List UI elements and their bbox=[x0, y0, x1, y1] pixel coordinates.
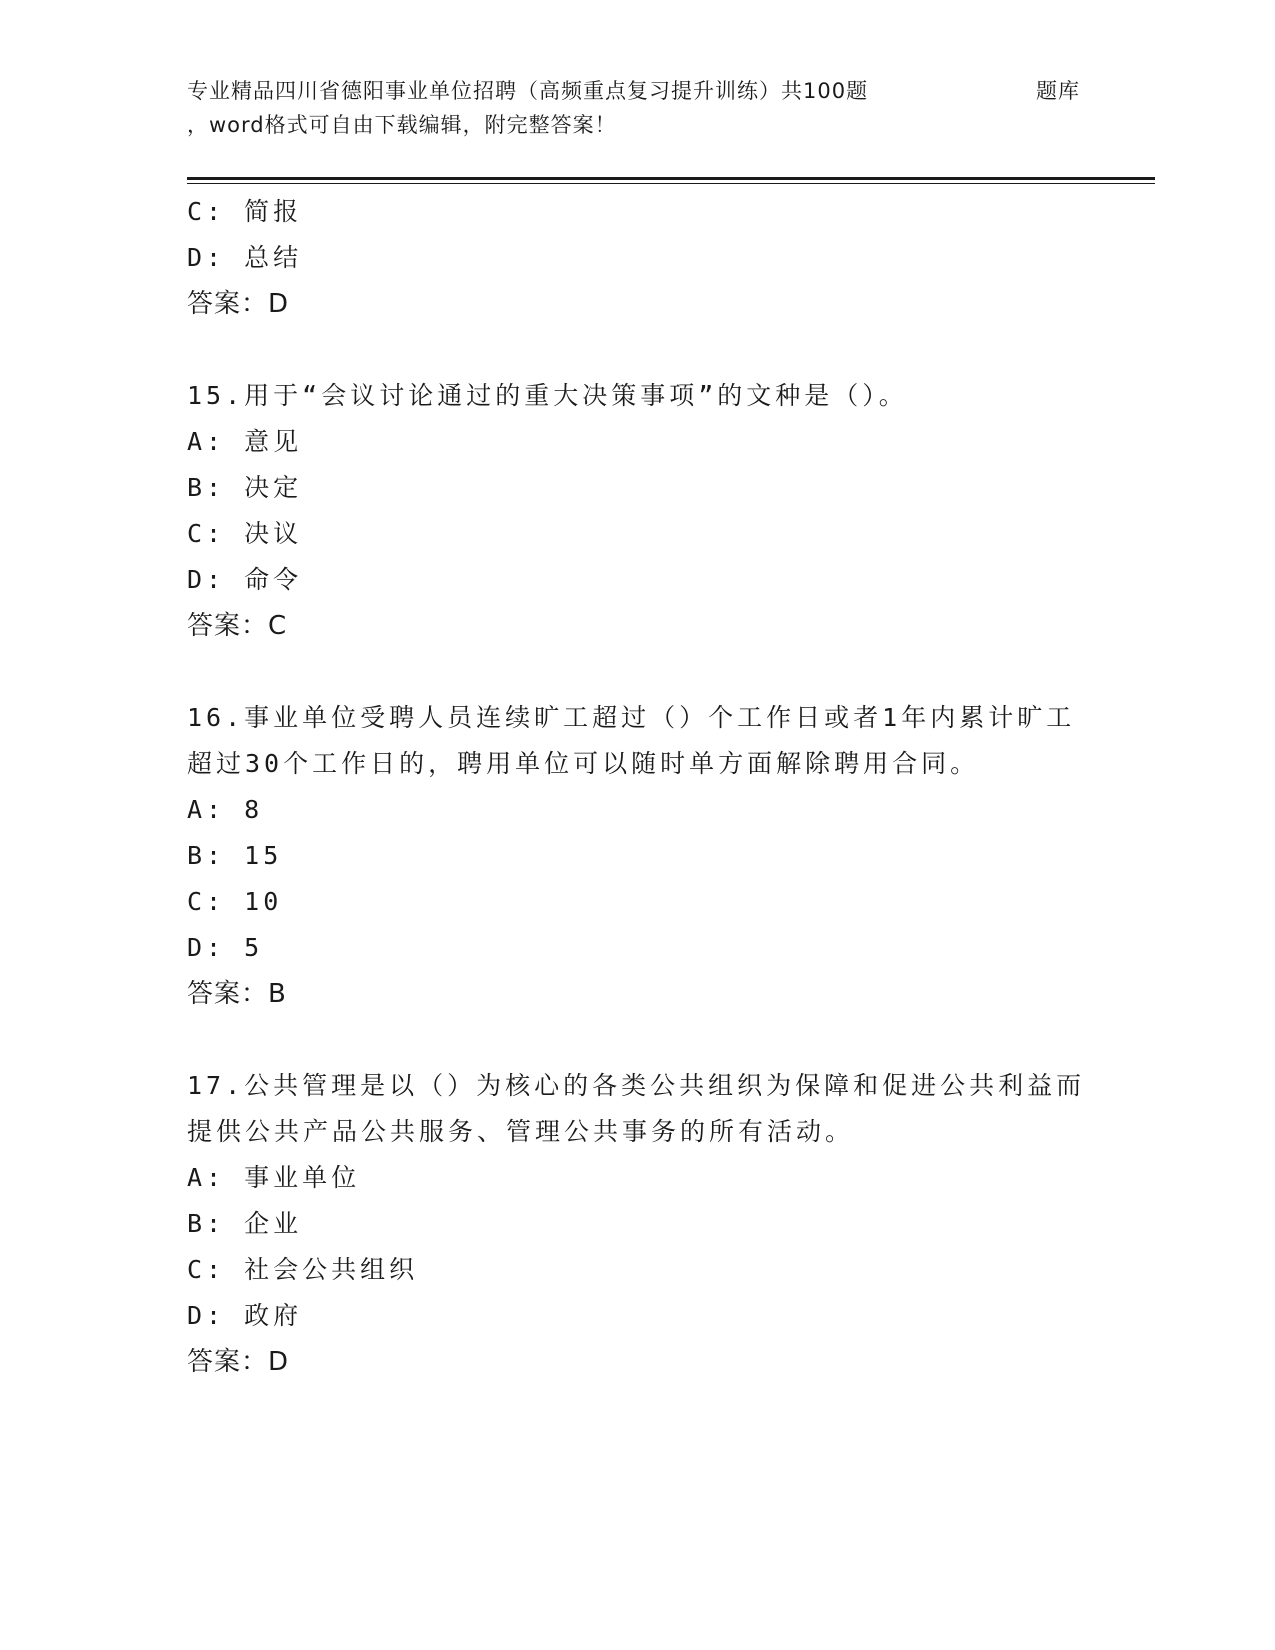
option-d: D: 政府 bbox=[187, 1301, 303, 1330]
option-a: A: 事业单位 bbox=[187, 1163, 361, 1192]
option-a: A: 8 bbox=[187, 795, 264, 824]
option-c: C: 社会公共组织 bbox=[187, 1255, 419, 1284]
question-stem: 17.公共管理是以（）为核心的各类公共组织为保障和促进公共利益而提供公共产品公共服务、管理公共事务的所有活动。 bbox=[187, 1071, 1086, 1146]
option-c: C: 10 bbox=[187, 887, 283, 916]
question-16 bbox=[187, 695, 1087, 1017]
question-stem: 15.用于“会议讨论通过的重大决策事项”的文种是（）。 bbox=[187, 381, 908, 410]
option-d: D: 命令 bbox=[187, 565, 303, 594]
header-title-line1: 专业精品四川省德阳事业单位招聘（高频重点复习提升训练）共100题 bbox=[187, 79, 869, 103]
option-d: D: 5 bbox=[187, 933, 264, 962]
question-stem: 16.事业单位受聘人员连续旷工超过（）个工作日或者1年内累计旷工超过30个工作日的，聘用单位可以随时单方面解除聘用合同。 bbox=[187, 703, 1076, 778]
document-header bbox=[187, 74, 1087, 142]
header-divider-thin bbox=[187, 183, 1155, 184]
option-a: A: 意见 bbox=[187, 427, 303, 456]
header-divider-thick bbox=[187, 177, 1155, 180]
option-b: B: 企业 bbox=[187, 1209, 303, 1238]
option-d: D: 总结 bbox=[187, 243, 303, 272]
answer-line: 答案：D bbox=[187, 289, 290, 319]
header-title-line2: ，word格式可自由下载编辑，附完整答案！ bbox=[187, 113, 617, 137]
document-body bbox=[187, 189, 1087, 1385]
option-b: B: 15 bbox=[187, 841, 283, 870]
header-right-label: 题库 bbox=[1036, 79, 1080, 103]
question-17 bbox=[187, 1063, 1087, 1385]
option-c: C: 决议 bbox=[187, 519, 303, 548]
question-15 bbox=[187, 373, 1087, 649]
answer-line: 答案：D bbox=[187, 1347, 290, 1377]
option-c: C: 简报 bbox=[187, 197, 303, 226]
option-b: B: 决定 bbox=[187, 473, 303, 502]
answer-line: 答案：C bbox=[187, 611, 288, 641]
previous-question-tail bbox=[187, 189, 1087, 327]
answer-line: 答案：B bbox=[187, 979, 287, 1009]
